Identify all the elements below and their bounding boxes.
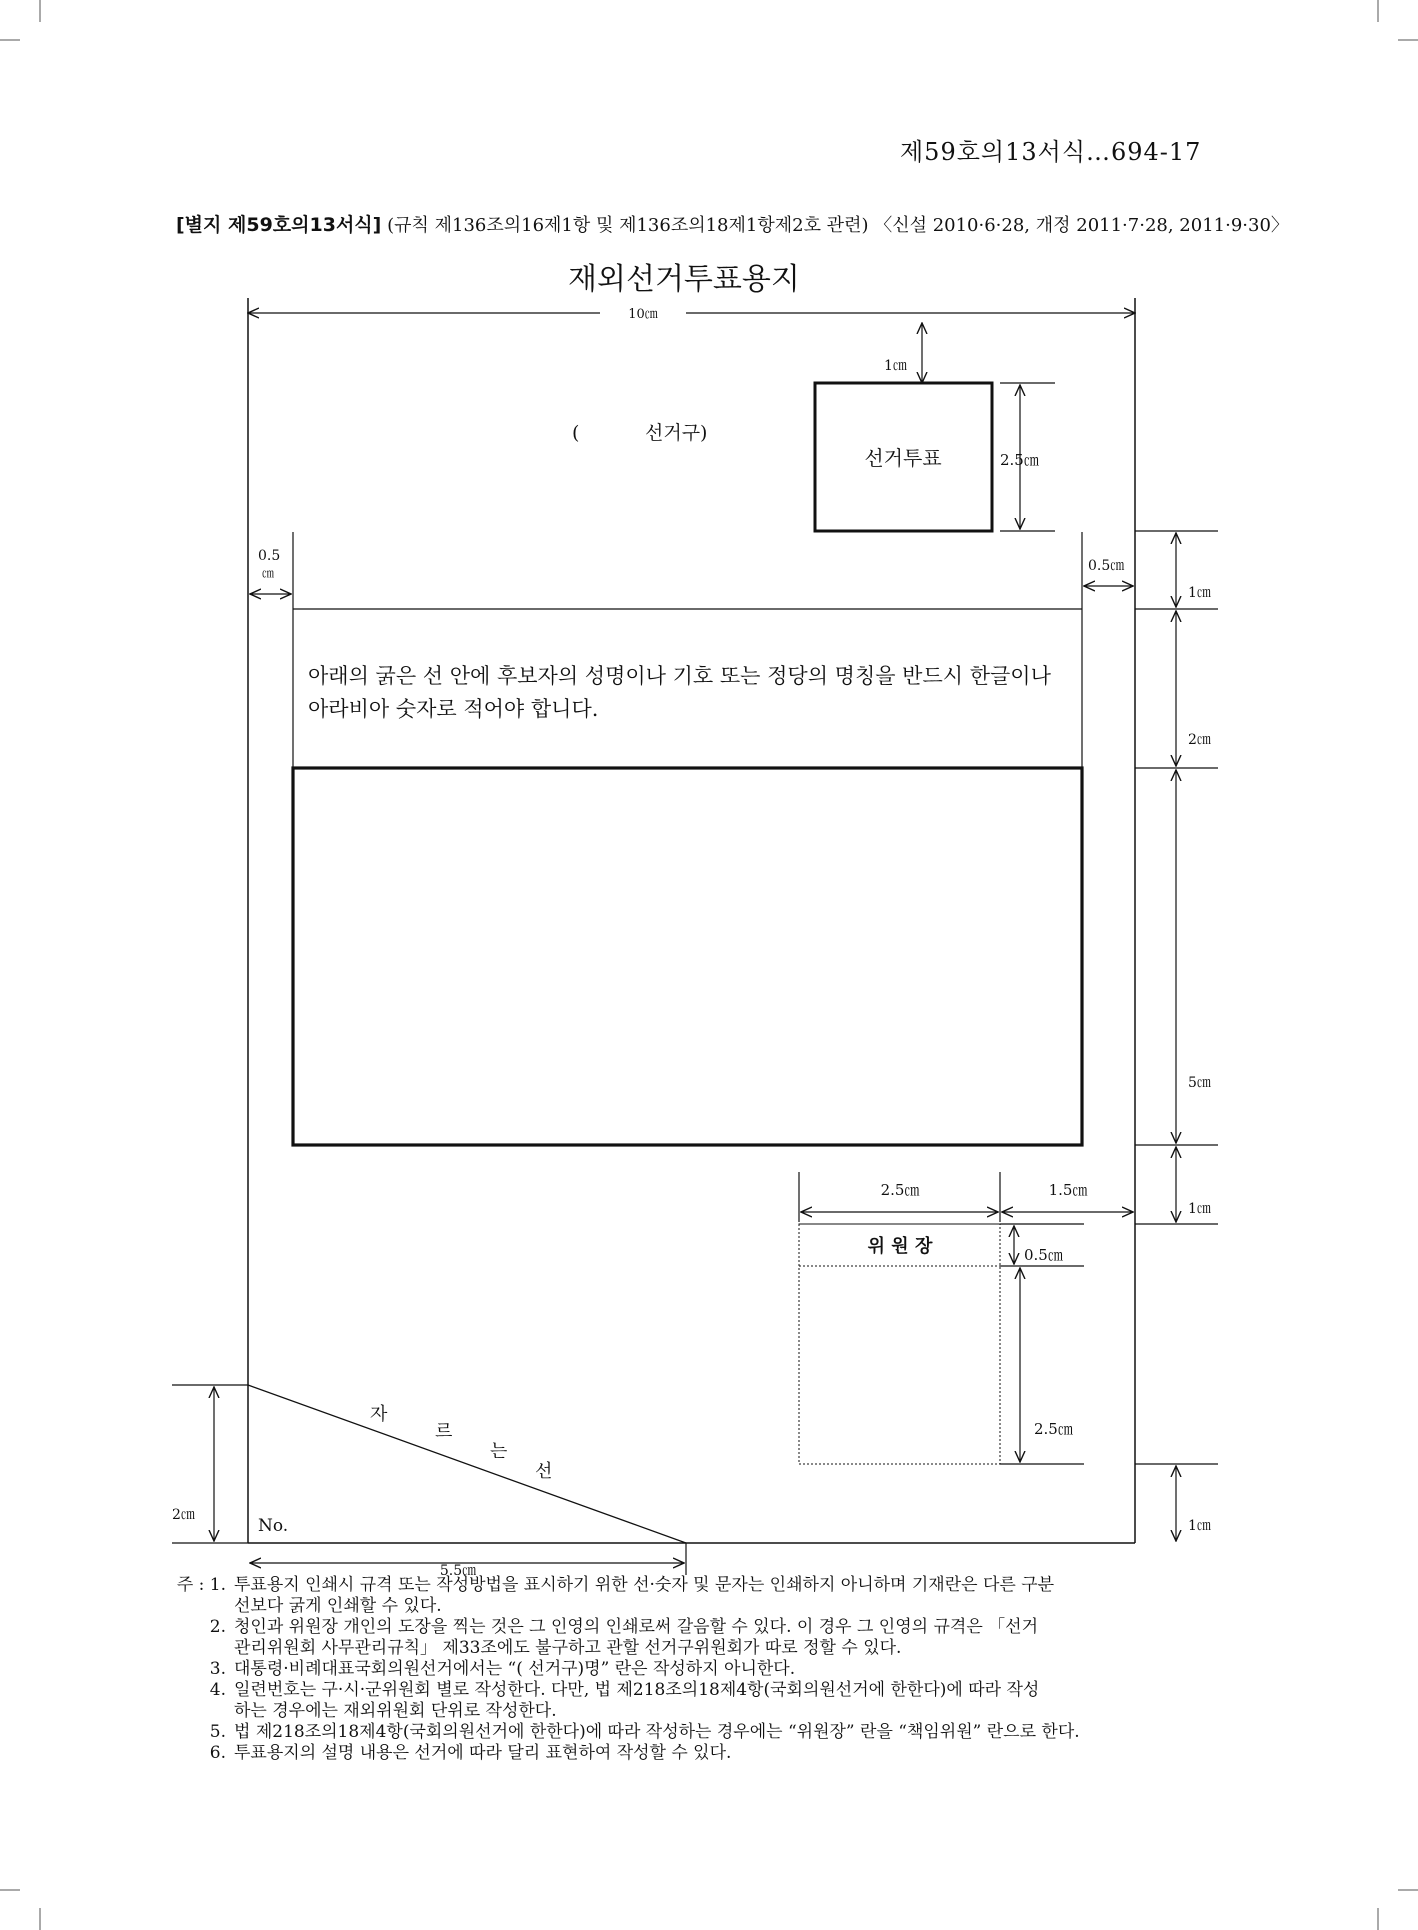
note-line: 청인과 위원장 개인의 도장을 찍는 것은 그 인영의 인쇄로써 갈음할 수 있다. 이 경우 그 인영의 규격은 「선거 <box>234 1617 1038 1637</box>
note-line: 대통령·비례대표국회의원선거에서는 “( 선거구)명” 란은 작성하지 아니한다. <box>234 1659 796 1679</box>
dim-chair-width: 2.5㎝ <box>880 1181 920 1199</box>
cut-line <box>248 1385 686 1543</box>
note-number: 주 : 1. <box>176 1575 226 1595</box>
write-in-box[interactable] <box>293 768 1082 1145</box>
note-line: 하는 경우에는 재외위원회 단위로 작성한다. <box>234 1701 557 1721</box>
note-line: 투표용지 인쇄시 규격 또는 작성방법을 표시하기 위한 선·숫자 및 문자는 인쇄하지 아니하며 기재란은 다른 구분 <box>234 1575 1055 1595</box>
note-item <box>172 1659 1232 1680</box>
dim-right-gap: 1㎝ <box>1188 1201 1211 1217</box>
dim-cut-height: 2㎝ <box>172 1507 195 1523</box>
form-number: [별지 제59호의13서식] <box>176 214 382 236</box>
note-line: 선보다 굵게 인쇄할 수 있다. <box>234 1596 442 1616</box>
note-line: 투표용지의 설명 내용은 선거에 따라 달리 표현하여 작성할 수 있다. <box>234 1743 732 1763</box>
dim-right-1: 1㎝ <box>1188 585 1211 601</box>
note-item <box>172 1575 1232 1617</box>
chairman-box <box>799 1224 1000 1464</box>
dim-right-bottom: 1㎝ <box>1188 1518 1211 1534</box>
cut-line-char-1: 자 <box>370 1404 388 1425</box>
note-line: 관리위원회 사무관리규칙」 제33조에도 불구하고 관할 선거구위원회가 따로 정할 수 있다. <box>234 1638 902 1658</box>
dim-left-margin-b: ㎝ <box>262 566 275 580</box>
note-item <box>172 1617 1232 1659</box>
note-item <box>172 1722 1232 1743</box>
note-number: 5. <box>209 1722 226 1742</box>
notes-section <box>172 1575 1232 1764</box>
dim-cut-width: 5.5㎝ <box>439 1563 477 1579</box>
stamp-box-label: 선거투표 <box>864 446 942 470</box>
dim-width-total: 10㎝ <box>628 307 658 322</box>
dim-chair-label-height: 0.5㎝ <box>1024 1246 1063 1264</box>
note-number: 6. <box>209 1743 226 1763</box>
dim-right-margin: 0.5㎝ <box>1088 558 1125 574</box>
instruction-line-1: 아래의 굵은 선 안에 후보자의 성명이나 기호 또는 정당의 명칭을 반드시 한글이나 <box>308 664 1051 688</box>
note-item <box>172 1743 1232 1764</box>
dim-chair-right: 1.5㎝ <box>1048 1181 1088 1199</box>
district-label: 선거구) <box>645 422 708 444</box>
note-number: 2. <box>209 1617 226 1637</box>
dim-stamp-height: 2.5㎝ <box>1000 451 1039 469</box>
form-regulation: (규칙 제136조의16제1항 및 제136조의18제1항제2호 관련) 〈신설 2010·6·28, 개정 2011·7·28, 2011·9·30〉 <box>387 215 1289 236</box>
note-item <box>172 1680 1232 1722</box>
district-open-paren: ( <box>572 422 580 444</box>
note-line: 법 제218조의18제4항(국회의원선거에 한한다)에 따라 작성하는 경우에는 “위원장” 란을 “책임위원” 란으로 한다. <box>234 1722 1080 1742</box>
dim-chair-seal-height: 2.5㎝ <box>1034 1420 1073 1438</box>
dim-left-margin-a: 0.5 <box>258 548 281 564</box>
page-reference: 제59호의13서식…694-17 <box>900 138 1202 166</box>
dim-right-2: 2㎝ <box>1188 732 1211 748</box>
chairman-label: 위 원 장 <box>867 1236 933 1257</box>
note-line: 일련번호는 구·시·군위원회 별로 작성한다. 다만, 법 제218조의18제4항(국회의원선거에 한한다)에 따라 작성 <box>234 1680 1040 1700</box>
note-number: 3. <box>209 1659 226 1679</box>
cut-line-char-3: 는 <box>490 1441 508 1462</box>
note-number: 4. <box>209 1680 226 1700</box>
instruction-line-2: 아라비아 숫자로 적어야 합니다. <box>308 697 599 721</box>
dim-right-5: 5㎝ <box>1188 1075 1211 1091</box>
form-title: 재외선거투표용지 <box>568 262 800 297</box>
serial-number-label: No. <box>258 1516 289 1536</box>
cut-line-char-2: 르 <box>435 1421 453 1442</box>
cut-line-char-4: 선 <box>535 1461 553 1482</box>
dim-top-margin: 1㎝ <box>884 358 907 374</box>
